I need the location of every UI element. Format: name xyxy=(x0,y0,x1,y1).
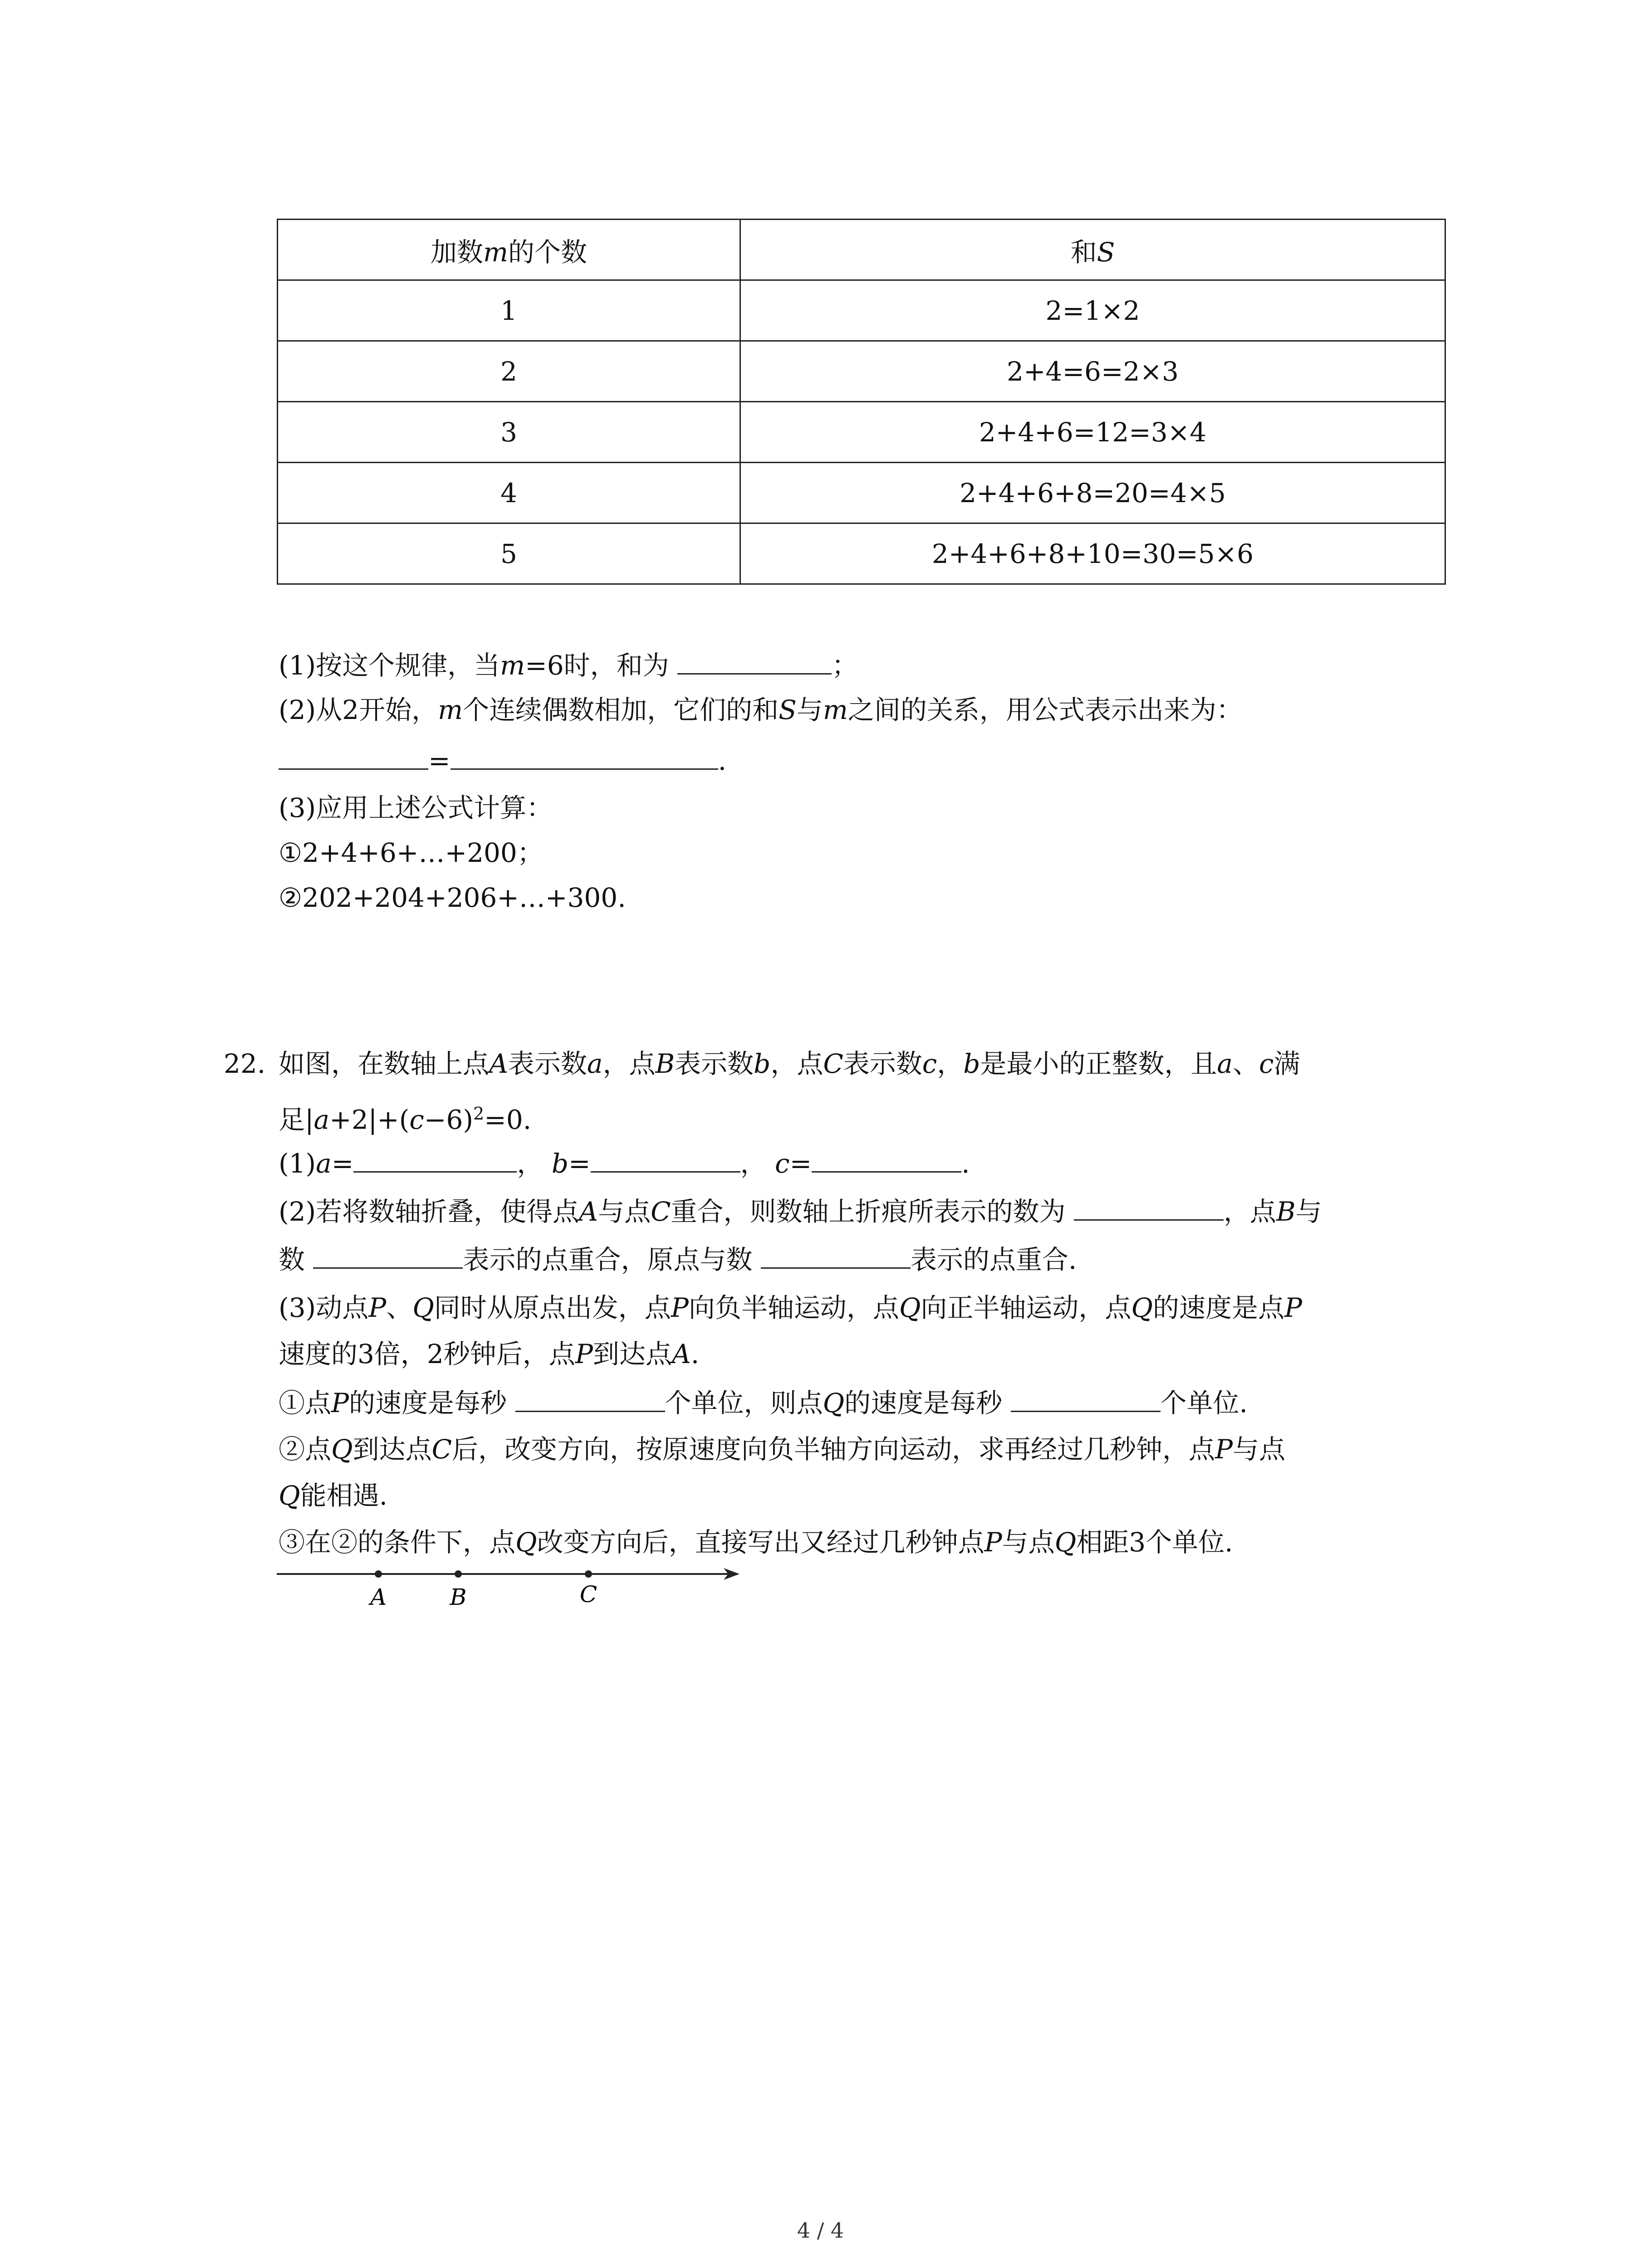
cell-sum: 2+4+6+8=20=4×5 xyxy=(740,463,1445,523)
point-c-label: C xyxy=(579,1581,598,1608)
table-header-row xyxy=(278,220,1445,280)
q22-part3-line1: (3)动点P、Q同时从原点出发，点P向负半轴运动，点Q向正半轴运动，点Q的速度是点P xyxy=(279,1292,1303,1323)
point-b-label: B xyxy=(450,1584,467,1610)
answer-blank[interactable] xyxy=(451,746,718,770)
point-a-dot xyxy=(375,1570,382,1578)
answer-blank[interactable] xyxy=(353,1149,517,1173)
q21-part2-formula: = . xyxy=(279,745,726,777)
answer-blank[interactable] xyxy=(279,746,428,770)
answer-blank[interactable] xyxy=(812,1149,961,1173)
cell-count: 1 xyxy=(278,280,740,341)
cell-sum: 2+4+6+8+10=30=5×6 xyxy=(740,523,1445,584)
q22-part2-line2: 数 表示的点重合，原点与数 表示的点重合. xyxy=(279,1244,1077,1275)
q21-part3-item1: ①2+4+6+…+200； xyxy=(279,837,544,868)
header-sum: 和S xyxy=(740,220,1445,280)
q21-part3-item2: ②202+204+206+…+300. xyxy=(279,882,626,913)
table-row xyxy=(278,463,1445,523)
cell-count: 5 xyxy=(278,523,740,584)
answer-blank[interactable] xyxy=(313,1245,463,1269)
q22-number: 22. xyxy=(224,1048,266,1079)
point-b-dot xyxy=(455,1570,462,1578)
page-number: 4 / 4 xyxy=(797,2218,844,2243)
q21-part3: (3)应用上述公式计算： xyxy=(279,792,553,823)
q21-part2: (2)从2开始，m个连续偶数相加，它们的和S与m之间的关系，用公式表示出来为： xyxy=(279,694,1243,725)
q22-condition: 足$|a+2|+(c-6)^2=0$. xyxy=(279,1104,532,1135)
cell-count: 3 xyxy=(278,402,740,463)
answer-blank[interactable] xyxy=(1011,1388,1161,1412)
point-a-label: A xyxy=(370,1584,387,1610)
table-row xyxy=(278,402,1445,463)
pattern-table xyxy=(277,219,1446,585)
cell-sum: 2+4+6=12=3×4 xyxy=(740,402,1445,463)
table-row xyxy=(278,341,1445,402)
header-count: 加数m的个数 xyxy=(278,220,740,280)
table-row xyxy=(278,280,1445,341)
answer-blank[interactable] xyxy=(515,1388,665,1412)
q22-part2-line1: (2)若将数轴折叠，使得点A与点C重合，则数轴上折痕所表示的数为 ，点B与 xyxy=(279,1196,1322,1227)
table-row xyxy=(278,523,1445,584)
number-line-figure xyxy=(272,1560,749,1624)
answer-blank[interactable] xyxy=(591,1149,740,1173)
q22-sub3: ③在②的条件下，点Q改变方向后，直接写出又经过几秒钟点P与点Q相距3个单位. xyxy=(279,1527,1233,1558)
cell-sum: 2+4=6=2×3 xyxy=(740,341,1445,402)
cell-count: 4 xyxy=(278,463,740,523)
q21-part1: (1)按这个规律，当m=6时，和为 ； xyxy=(279,650,858,681)
q22-part1: (1)a= ， b= ， c= . xyxy=(279,1148,970,1179)
q22-intro: 如图，在数轴上点A表示数a，点B表示数b，点C表示数c，b是最小的正整数，且a、c满 xyxy=(279,1048,1300,1079)
q22-sub1: ①点P的速度是每秒 个单位，则点Q的速度是每秒 个单位. xyxy=(279,1388,1248,1418)
answer-blank[interactable] xyxy=(761,1245,911,1269)
answer-blank[interactable] xyxy=(1074,1197,1224,1221)
point-c-dot xyxy=(585,1570,592,1578)
cell-sum: 2=1×2 xyxy=(740,280,1445,341)
cell-count: 2 xyxy=(278,341,740,402)
q22-sub2-line2: Q能相遇. xyxy=(279,1480,387,1511)
q22-part3-line2: 速度的3倍，2秒钟后，点P到达点A. xyxy=(279,1339,700,1369)
q22-sub2-line1: ②点Q到达点C后，改变方向，按原速度向负半轴方向运动，求再经过几秒钟，点P与点 xyxy=(279,1434,1286,1465)
answer-blank[interactable] xyxy=(677,650,832,675)
